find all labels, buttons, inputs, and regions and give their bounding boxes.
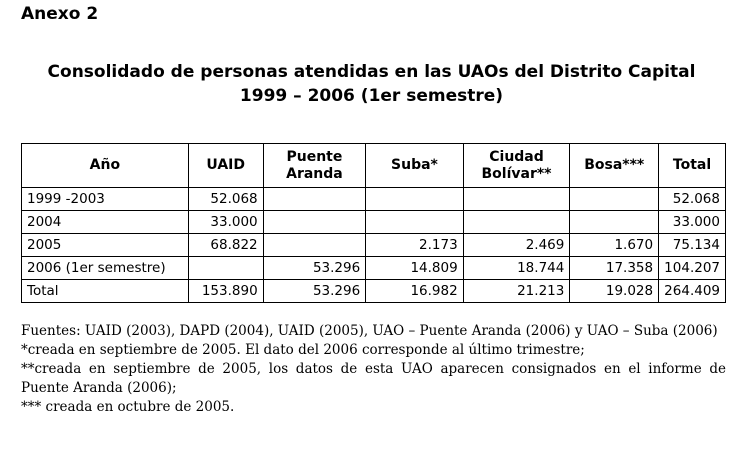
cell-uaid: 153.890 — [188, 280, 263, 303]
cell-bosa — [570, 211, 659, 234]
cell-ciudad-bolivar — [463, 188, 570, 211]
cell-suba — [366, 188, 463, 211]
cell-total: 104.207 — [659, 257, 726, 280]
cell-suba: 16.982 — [366, 280, 463, 303]
cell-suba: 2.173 — [366, 234, 463, 257]
cell-total: 33.000 — [659, 211, 726, 234]
table-row-total — [22, 280, 726, 303]
table-row — [22, 188, 726, 211]
cell-total: 75.134 — [659, 234, 726, 257]
table-row — [22, 211, 726, 234]
cell-uaid — [188, 257, 263, 280]
table-row — [22, 234, 726, 257]
title-line-1: Consolidado de personas atendidas en las UAOs del Distrito Capital — [47, 62, 696, 82]
cell-year: 2006 (1er semestre) — [22, 257, 189, 280]
header-ano: Año — [22, 144, 189, 188]
cell-puente-aranda: 53.296 — [263, 280, 366, 303]
header-uaid: UAID — [188, 144, 263, 188]
cell-suba — [366, 211, 463, 234]
cell-total: 52.068 — [659, 188, 726, 211]
cell-year: 2004 — [22, 211, 189, 234]
cell-puente-aranda — [263, 211, 366, 234]
sources-note: Fuentes: UAID (2003), DAPD (2004), UAID (2005), UAO – Puente Aranda (2006) y UAO – Suba (2006) — [21, 323, 718, 339]
annex-label: Anexo 2 — [21, 4, 99, 24]
cell-bosa — [570, 188, 659, 211]
title-line-2: 1999 – 2006 (1er semestre) — [239, 86, 504, 106]
cell-bosa: 1.670 — [570, 234, 659, 257]
footnotes — [21, 322, 726, 417]
cell-total: 264.409 — [659, 280, 726, 303]
cell-puente-aranda — [263, 234, 366, 257]
cell-puente-aranda — [263, 188, 366, 211]
cell-ciudad-bolivar: 18.744 — [463, 257, 570, 280]
cell-ciudad-bolivar: 2.469 — [463, 234, 570, 257]
header-row — [22, 144, 726, 188]
cell-year: 1999 -2003 — [22, 188, 189, 211]
cell-ciudad-bolivar — [463, 211, 570, 234]
cell-uaid: 68.822 — [188, 234, 263, 257]
cell-bosa: 17.358 — [570, 257, 659, 280]
cell-suba: 14.809 — [366, 257, 463, 280]
cell-uaid: 52.068 — [188, 188, 263, 211]
cell-bosa: 19.028 — [570, 280, 659, 303]
cell-uaid: 33.000 — [188, 211, 263, 234]
footnote-ciudad-bolivar: **creada en septiembre de 2005, los datos de esta UAO aparecen consignados en el informe de Puente Aranda (2006); — [21, 361, 726, 396]
footnote-bosa: *** creada en octubre de 2005. — [21, 399, 235, 415]
cell-puente-aranda: 53.296 — [263, 257, 366, 280]
header-puente-aranda: Puente Aranda — [263, 144, 366, 188]
cell-year: Total — [22, 280, 189, 303]
table-row — [22, 257, 726, 280]
footnote-suba: *creada en septiembre de 2005. El dato del 2006 corresponde al último trimestre; — [21, 342, 585, 358]
header-suba: Suba* — [366, 144, 463, 188]
header-bosa: Bosa*** — [570, 144, 659, 188]
header-ciudad-bolivar: Ciudad Bolívar** — [463, 144, 570, 188]
data-table — [21, 143, 726, 303]
header-total: Total — [659, 144, 726, 188]
cell-year: 2005 — [22, 234, 189, 257]
cell-ciudad-bolivar: 21.213 — [463, 280, 570, 303]
